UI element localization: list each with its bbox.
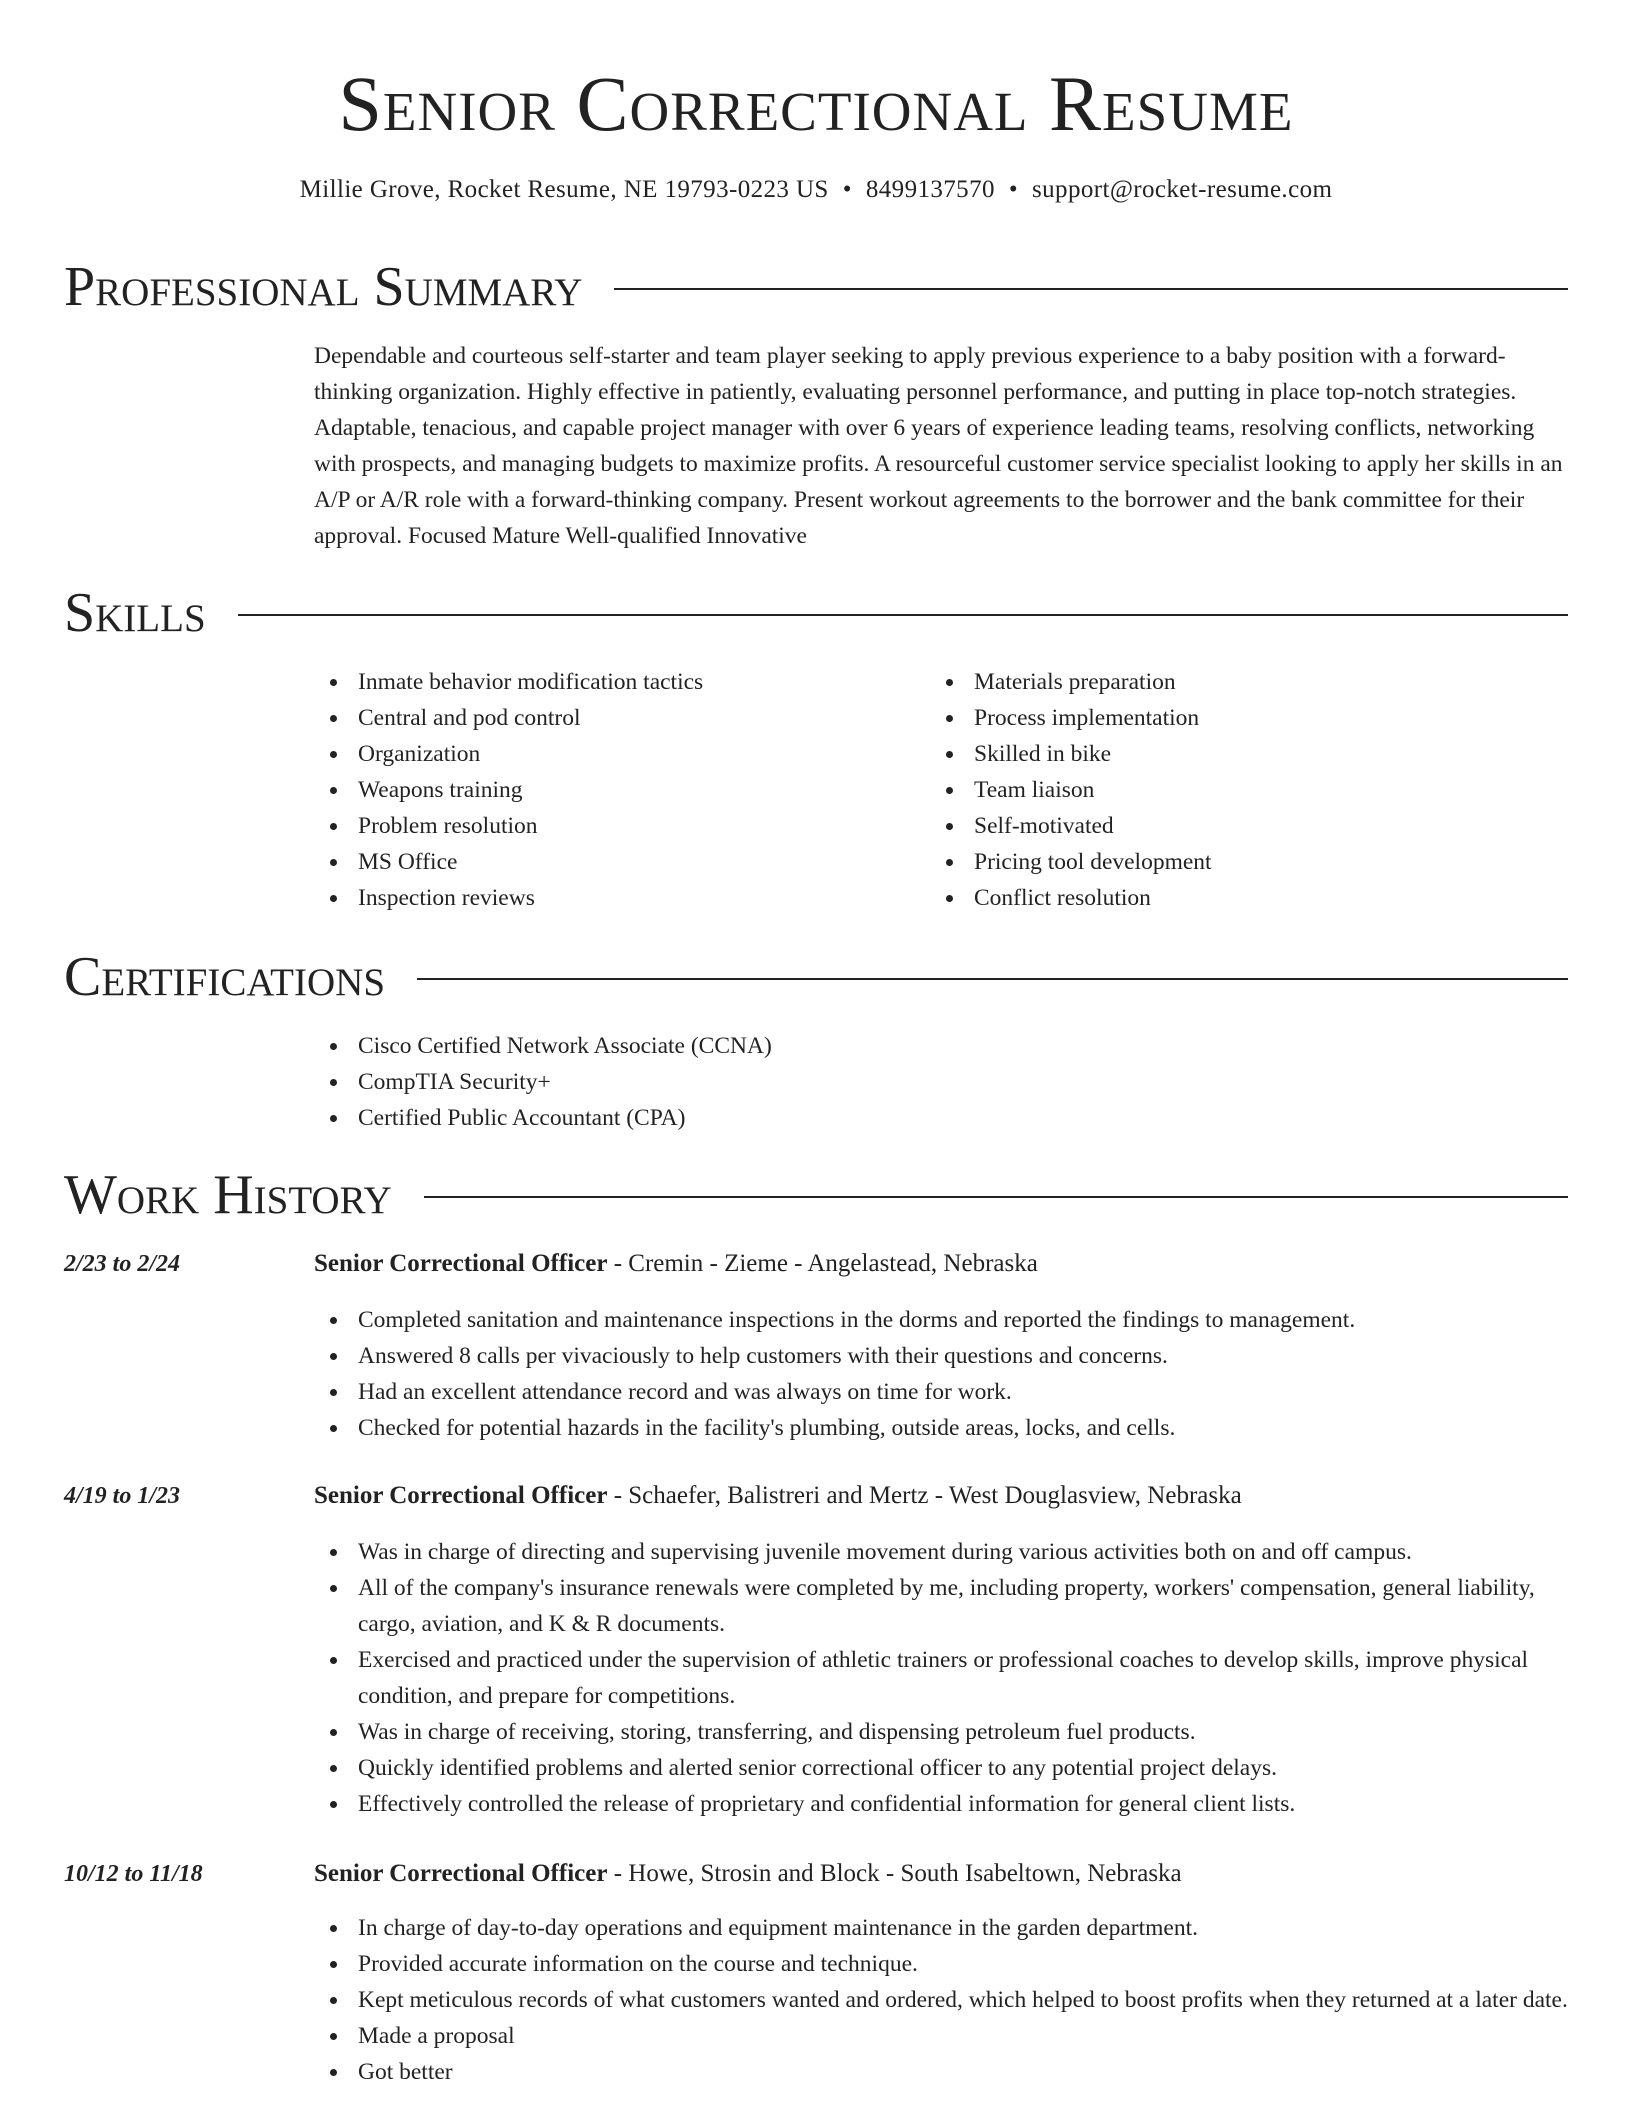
- certification-item: Certified Public Accountant (CPA): [314, 1100, 1570, 1136]
- job-bullets: [314, 1302, 1570, 1446]
- summary-heading: Professional Summary: [64, 256, 583, 318]
- section-divider: [424, 1196, 1568, 1198]
- skill-item: Self-motivated: [930, 808, 1530, 844]
- section-divider: [417, 978, 1568, 980]
- job-dates: 10/12 to 11/18: [64, 1861, 203, 1887]
- summary-text: Dependable and courteous self-starter and team player seeking to apply previous experience to a baby position with a forward-thinking organization. Highly effective in patiently, evaluating personnel performance, and putting in place top-notch strategies. Adaptable, tenacious, and capable project manager with over 6 years of experience leading teams, resolving conflicts, networking with prospects, and managing budgets to maximize profits. A resourceful customer service specialist looking to apply her skills in an A/P or A/R role with a forward-thinking company. Present workout agreements to the borrower and the bank committee for their approval. Focused Mature Well-qualified Innovative: [314, 343, 1563, 549]
- job-bullet: Checked for potential hazards in the facility's plumbing, outside areas, locks, and cells.: [314, 1410, 1570, 1446]
- job-dates: 4/19 to 1/23: [64, 1483, 181, 1509]
- job-heading: [314, 1856, 1570, 1892]
- job-bullet: Was in charge of receiving, storing, transferring, and dispensing petroleum fuel products.: [314, 1714, 1570, 1750]
- job-bullet: Got better: [314, 2054, 1570, 2090]
- job-title: Senior Correctional Officer: [314, 1860, 608, 1887]
- job-company: - Howe, Strosin and Block - South Isabeltown, Nebraska: [613, 1860, 1182, 1887]
- skill-item: Skilled in bike: [930, 736, 1530, 772]
- summary-section-header: [64, 252, 1568, 322]
- job-company: - Schaefer, Balistreri and Mertz - West Douglasview, Nebraska: [613, 1482, 1242, 1509]
- skill-item: Inmate behavior modification tactics: [314, 664, 914, 700]
- job-bullet: In charge of day-to-day operations and equipment maintenance in the garden department.: [314, 1910, 1570, 1946]
- certification-item: Cisco Certified Network Associate (CCNA): [314, 1028, 1570, 1064]
- contact-email: support@rocket-resume.com: [1032, 176, 1333, 203]
- job-bullets: [314, 1910, 1570, 2090]
- job-bullet: Quickly identified problems and alerted senior correctional officer to any potential project delays.: [314, 1750, 1570, 1786]
- job-title: Senior Correctional Officer: [314, 1250, 608, 1277]
- skills-list-right: [930, 664, 1530, 916]
- job-bullet: Made a proposal: [314, 2018, 1570, 2054]
- job-bullet: Exercised and practiced under the supervision of athletic trainers or professional coaches to develop skills, improve physical condition, and prepare for competitions.: [314, 1642, 1570, 1714]
- certification-item: CompTIA Security+: [314, 1064, 1570, 1100]
- skill-item: Process implementation: [930, 700, 1530, 736]
- contact-address: Millie Grove, Rocket Resume, NE 19793-0223 US: [299, 176, 829, 203]
- contact-separator: •: [842, 176, 852, 203]
- skill-item: Problem resolution: [314, 808, 914, 844]
- job-title: Senior Correctional Officer: [314, 1482, 608, 1509]
- skill-item: Inspection reviews: [314, 880, 914, 916]
- certifications-section-header: [64, 942, 1568, 1012]
- job-bullet: All of the company's insurance renewals were completed by me, including property, workers' compensation, general liability, cargo, aviation, and K & R documents.: [314, 1570, 1570, 1642]
- certifications-heading: Certifications: [64, 946, 386, 1008]
- job-bullet: Completed sanitation and maintenance inspections in the dorms and reported the findings to management.: [314, 1302, 1570, 1338]
- skills-list-left: [314, 664, 914, 916]
- work-history-section-header: [64, 1160, 1568, 1230]
- skill-item: Central and pod control: [314, 700, 914, 736]
- skill-item: Pricing tool development: [930, 844, 1530, 880]
- resume-title: Senior Correctional Resume: [338, 60, 1294, 147]
- job-heading: [314, 1478, 1570, 1514]
- job-bullet: Effectively controlled the release of proprietary and confidential information for general client lists.: [314, 1786, 1570, 1822]
- job-bullet: Answered 8 calls per vivaciously to help customers with their questions and concerns.: [314, 1338, 1570, 1374]
- skill-item: Materials preparation: [930, 664, 1530, 700]
- work-history-heading: Work History: [64, 1164, 392, 1226]
- section-divider: [614, 288, 1568, 290]
- job-bullet: Provided accurate information on the course and technique.: [314, 1946, 1570, 1982]
- skill-item: MS Office: [314, 844, 914, 880]
- job-bullets: [314, 1534, 1570, 1822]
- skill-item: Team liaison: [930, 772, 1530, 808]
- skill-item: Conflict resolution: [930, 880, 1530, 916]
- section-divider: [238, 614, 1568, 616]
- skill-item: Weapons training: [314, 772, 914, 808]
- job-bullet: Kept meticulous records of what customers wanted and ordered, which helped to boost profits when they returned at a later date.: [314, 1982, 1570, 2018]
- contact-phone: 8499137570: [865, 176, 995, 203]
- job-company: - Cremin - Zieme - Angelastead, Nebraska: [613, 1250, 1038, 1277]
- skills-section-header: [64, 578, 1568, 648]
- job-bullet: Was in charge of directing and supervising juvenile movement during various activities both on and off campus.: [314, 1534, 1570, 1570]
- contact-line: [0, 172, 1632, 208]
- contact-separator: •: [1008, 176, 1019, 203]
- job-bullet: Had an excellent attendance record and was always on time for work.: [314, 1374, 1570, 1410]
- skill-item: Organization: [314, 736, 914, 772]
- job-dates: 2/23 to 2/24: [64, 1251, 181, 1277]
- certifications-list: [314, 1028, 1570, 1136]
- job-heading: [314, 1246, 1570, 1282]
- skills-heading: Skills: [64, 582, 206, 644]
